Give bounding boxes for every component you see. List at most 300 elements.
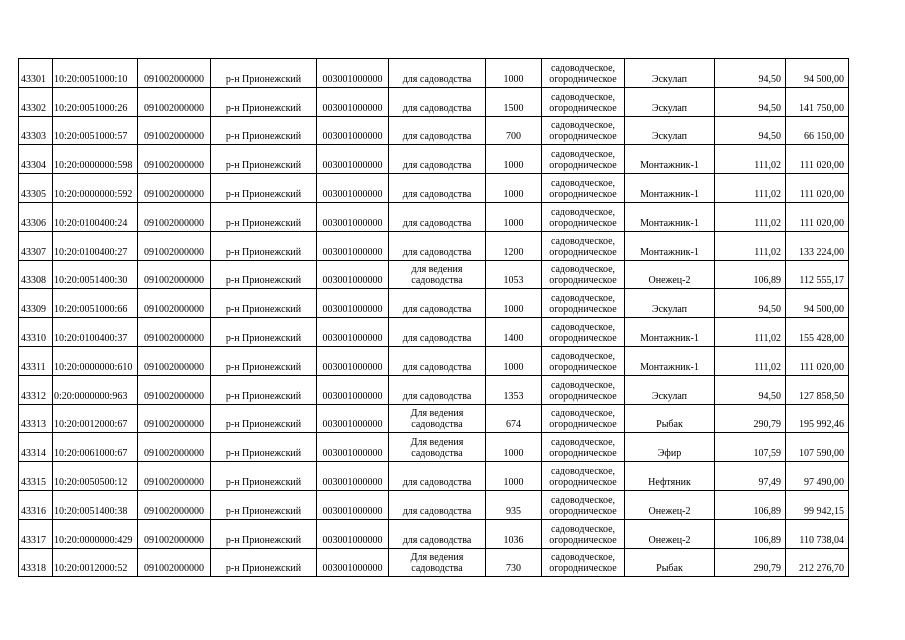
table-row	[19, 548, 849, 577]
cell-association	[625, 260, 715, 289]
cell-cadastral-number-text: 10:20:0000000:429	[54, 534, 133, 546]
cell-district-text: р-н Прионежский	[225, 476, 302, 488]
cell-purpose	[389, 404, 486, 433]
cell-code-secondary-text: 003001000000	[322, 304, 383, 316]
cell-purpose	[389, 462, 486, 491]
cell-cadastral-number	[53, 404, 138, 433]
cell-record-id-text: 43306	[21, 217, 46, 229]
cell-code-secondary-text: 003001000000	[322, 102, 383, 114]
cell-category-text: садоводческое, огородническое	[549, 91, 617, 114]
cell-cadastral-number	[53, 59, 138, 88]
cell-cadastral-number-text: 10:20:0051000:57	[54, 131, 128, 143]
cell-association	[625, 145, 715, 174]
cell-district	[211, 519, 317, 548]
cell-cadastral-number-text: 10:20:0050500:12	[54, 476, 128, 488]
cell-record-id	[19, 462, 53, 491]
cell-record-id	[19, 289, 53, 318]
cell-association	[625, 548, 715, 577]
cell-area-text: 1036	[503, 534, 524, 546]
cell-area	[486, 174, 542, 203]
table-row	[19, 519, 849, 548]
cell-association	[625, 404, 715, 433]
cell-record-id-text: 43305	[21, 188, 46, 200]
cell-association-text: Эскулап	[652, 102, 687, 114]
cell-code-text: 091002000000	[144, 73, 204, 85]
cell-district-text: р-н Прионежский	[225, 419, 302, 431]
cell-area	[486, 433, 542, 462]
cell-price-text: 111,02	[754, 188, 781, 200]
cell-record-id-text: 43312	[21, 390, 46, 402]
cell-purpose	[389, 289, 486, 318]
cell-area-text: 1353	[503, 390, 524, 402]
cell-code-secondary-text: 003001000000	[322, 390, 383, 402]
cell-association-text: Онежец-2	[648, 505, 691, 517]
cell-code-secondary	[317, 404, 389, 433]
cell-association	[625, 59, 715, 88]
cell-code-secondary-text: 003001000000	[322, 563, 383, 575]
cell-cadastral-number-text: 10:20:0061000:67	[54, 448, 128, 460]
cell-record-id	[19, 346, 53, 375]
cell-category	[542, 346, 625, 375]
cell-area-text: 935	[506, 505, 521, 517]
cell-category-text: садоводческое, огородническое	[549, 437, 617, 460]
cell-association-text: Монтажник-1	[640, 332, 699, 344]
cell-district-text: р-н Прионежский	[225, 332, 302, 344]
cell-association-text: Онежец-2	[648, 534, 691, 546]
cell-code-text: 091002000000	[144, 275, 204, 287]
cell-code-secondary-text: 003001000000	[322, 419, 383, 431]
cell-purpose-text: для садоводства	[402, 332, 472, 344]
cell-total-text: 110 738,04	[799, 534, 844, 546]
cell-cadastral-number-text: 10:20:0000000:598	[54, 160, 133, 172]
cell-association-text: Монтажник-1	[640, 361, 699, 373]
cell-cadastral-number-text: 0:20:0000000:963	[54, 390, 128, 402]
cell-price-text: 94,50	[758, 390, 781, 402]
cell-district	[211, 145, 317, 174]
cell-code	[138, 202, 211, 231]
cell-code	[138, 289, 211, 318]
cell-code	[138, 174, 211, 203]
cell-area-text: 730	[506, 563, 521, 575]
cell-association	[625, 87, 715, 116]
cell-category-text: садоводческое, огородническое	[549, 494, 617, 517]
cell-cadastral-number-text: 10:20:0012000:52	[54, 563, 128, 575]
cell-category-text: садоводческое, огородническое	[549, 177, 617, 200]
table-row	[19, 260, 849, 289]
cell-record-id	[19, 433, 53, 462]
cell-total	[786, 318, 849, 347]
cell-cadastral-number	[53, 490, 138, 519]
cell-code-text: 091002000000	[144, 419, 204, 431]
cell-code-text: 091002000000	[144, 188, 204, 200]
cell-association-text: Онежец-2	[648, 275, 691, 287]
cell-price	[715, 174, 786, 203]
cell-area-text: 700	[506, 131, 521, 143]
cell-code-text: 091002000000	[144, 217, 204, 229]
cell-area	[486, 490, 542, 519]
cell-code-secondary	[317, 145, 389, 174]
cell-total-text: 94 500,00	[804, 73, 844, 85]
cell-code	[138, 375, 211, 404]
table-row	[19, 462, 849, 491]
cell-code-secondary	[317, 174, 389, 203]
table-body	[19, 59, 849, 577]
cell-category	[542, 116, 625, 145]
cell-code	[138, 433, 211, 462]
cell-association	[625, 375, 715, 404]
cell-price	[715, 145, 786, 174]
cell-code-secondary	[317, 260, 389, 289]
cell-category-text: садоводческое, огородническое	[549, 206, 617, 229]
cell-purpose	[389, 490, 486, 519]
cell-category-text: садоводческое, огородническое	[549, 350, 617, 373]
cell-code-text: 091002000000	[144, 448, 204, 460]
cell-area	[486, 404, 542, 433]
cell-category	[542, 145, 625, 174]
table-row	[19, 433, 849, 462]
cell-area	[486, 145, 542, 174]
cell-code	[138, 404, 211, 433]
cell-total	[786, 404, 849, 433]
table-row	[19, 174, 849, 203]
cell-purpose-text: для садоводства	[402, 476, 472, 488]
cell-category-text: садоводческое, огородническое	[549, 235, 617, 258]
cell-area-text: 1000	[503, 73, 524, 85]
cell-association	[625, 289, 715, 318]
cell-purpose	[389, 202, 486, 231]
cell-code-secondary	[317, 346, 389, 375]
cell-purpose	[389, 346, 486, 375]
cell-code	[138, 231, 211, 260]
cell-code-secondary-text: 003001000000	[322, 505, 383, 517]
cell-code-secondary-text: 003001000000	[322, 188, 383, 200]
cell-code	[138, 87, 211, 116]
cell-total	[786, 87, 849, 116]
cell-cadastral-number	[53, 260, 138, 289]
cell-code-text: 091002000000	[144, 160, 204, 172]
cell-association-text: Монтажник-1	[640, 246, 699, 258]
cell-district-text: р-н Прионежский	[225, 160, 302, 172]
cell-area	[486, 59, 542, 88]
cell-total-text: 111 020,00	[799, 160, 844, 172]
cell-total	[786, 375, 849, 404]
cell-category	[542, 519, 625, 548]
table-row	[19, 87, 849, 116]
cell-total	[786, 462, 849, 491]
cell-price-text: 111,02	[754, 361, 781, 373]
cell-district-text: р-н Прионежский	[225, 275, 302, 287]
cell-record-id-text: 43313	[21, 419, 46, 431]
cell-district	[211, 404, 317, 433]
cell-purpose-text: для садоводства	[402, 102, 472, 114]
cell-district-text: р-н Прионежский	[225, 361, 302, 373]
cell-area	[486, 519, 542, 548]
cell-purpose-text: для садоводства	[402, 217, 472, 229]
cell-category	[542, 462, 625, 491]
cell-code-secondary	[317, 433, 389, 462]
cell-total-text: 155 428,00	[799, 332, 844, 344]
cell-association-text: Нефтяник	[648, 476, 691, 488]
cell-district-text: р-н Прионежский	[225, 505, 302, 517]
cell-association-text: Рыбак	[656, 419, 683, 431]
cell-price-text: 111,02	[754, 332, 781, 344]
cell-code-secondary	[317, 289, 389, 318]
cell-code-text: 091002000000	[144, 505, 204, 517]
cell-district	[211, 202, 317, 231]
cell-category-text: садоводческое, огородническое	[549, 149, 617, 172]
cell-code-secondary-text: 003001000000	[322, 361, 383, 373]
cell-area-text: 1400	[503, 332, 524, 344]
cell-cadastral-number	[53, 87, 138, 116]
cell-association	[625, 202, 715, 231]
cell-code-text: 091002000000	[144, 332, 204, 344]
cell-area-text: 1000	[503, 217, 524, 229]
cell-area-text: 1000	[503, 476, 524, 488]
cell-association	[625, 462, 715, 491]
cell-district	[211, 346, 317, 375]
cell-category	[542, 404, 625, 433]
cell-cadastral-number	[53, 433, 138, 462]
cell-record-id-text: 43308	[21, 275, 46, 287]
cell-district	[211, 548, 317, 577]
cell-total	[786, 202, 849, 231]
cell-total-text: 94 500,00	[804, 304, 844, 316]
cell-cadastral-number-text: 10:20:0051000:66	[54, 304, 128, 316]
cell-area	[486, 462, 542, 491]
cell-cadastral-number	[53, 519, 138, 548]
cell-district-text: р-н Прионежский	[225, 390, 302, 402]
cell-purpose	[389, 260, 486, 289]
cell-district-text: р-н Прионежский	[225, 217, 302, 229]
cell-price-text: 290,79	[753, 419, 781, 431]
cell-price	[715, 260, 786, 289]
cell-cadastral-number	[53, 548, 138, 577]
cell-purpose	[389, 174, 486, 203]
cell-code-secondary	[317, 116, 389, 145]
cell-record-id-text: 43314	[21, 448, 46, 460]
cell-association-text: Эскулап	[652, 390, 687, 402]
cell-area-text: 1000	[503, 361, 524, 373]
cell-total-text: 99 942,15	[804, 505, 844, 517]
cell-price	[715, 490, 786, 519]
cell-price	[715, 375, 786, 404]
cell-area-text: 1000	[503, 448, 524, 460]
cell-price	[715, 87, 786, 116]
cell-record-id	[19, 145, 53, 174]
cell-purpose	[389, 375, 486, 404]
cell-purpose-text: для садоводства	[402, 131, 472, 143]
cell-record-id	[19, 87, 53, 116]
table-row	[19, 346, 849, 375]
cell-price-text: 94,50	[758, 102, 781, 114]
cell-code-text: 091002000000	[144, 361, 204, 373]
cell-total-text: 111 020,00	[799, 188, 844, 200]
cell-code-secondary	[317, 318, 389, 347]
cell-record-id-text: 43304	[21, 160, 46, 172]
cell-purpose	[389, 145, 486, 174]
cell-association-text: Монтажник-1	[640, 217, 699, 229]
cell-price	[715, 346, 786, 375]
cell-association	[625, 346, 715, 375]
cell-area-text: 674	[506, 419, 521, 431]
cell-record-id	[19, 318, 53, 347]
cell-cadastral-number	[53, 375, 138, 404]
cell-category-text: садоводческое, огородническое	[549, 293, 617, 316]
table-row	[19, 375, 849, 404]
table-row	[19, 318, 849, 347]
cell-total-text: 107 590,00	[799, 448, 844, 460]
cell-association	[625, 490, 715, 519]
cell-price	[715, 202, 786, 231]
cell-total	[786, 346, 849, 375]
cell-purpose-text: Для ведения садоводства	[410, 552, 464, 575]
cell-district	[211, 174, 317, 203]
table-row	[19, 490, 849, 519]
cell-area	[486, 346, 542, 375]
cell-cadastral-number	[53, 318, 138, 347]
cell-category-text: садоводческое, огородническое	[549, 62, 617, 85]
cell-area	[486, 260, 542, 289]
cell-record-id-text: 43307	[21, 246, 46, 258]
cell-district	[211, 260, 317, 289]
cell-area	[486, 116, 542, 145]
cell-district	[211, 490, 317, 519]
table-row	[19, 289, 849, 318]
cell-purpose-text: для садоводства	[402, 361, 472, 373]
cell-total	[786, 116, 849, 145]
cell-area-text: 1200	[503, 246, 524, 258]
cell-total	[786, 174, 849, 203]
cell-record-id-text: 43310	[21, 332, 46, 344]
cell-code	[138, 462, 211, 491]
cell-area	[486, 231, 542, 260]
cell-code	[138, 145, 211, 174]
cell-price	[715, 548, 786, 577]
cell-total	[786, 490, 849, 519]
cell-cadastral-number-text: 10:20:0051400:38	[54, 505, 128, 517]
cell-record-id-text: 43311	[21, 361, 46, 373]
cell-cadastral-number-text: 10:20:0051000:26	[54, 102, 128, 114]
cell-category	[542, 548, 625, 577]
cell-district	[211, 318, 317, 347]
cell-price-text: 94,50	[758, 131, 781, 143]
cell-purpose-text: для садоводства	[402, 188, 472, 200]
cell-purpose	[389, 433, 486, 462]
cell-purpose	[389, 318, 486, 347]
cell-purpose-text: для садоводства	[402, 160, 472, 172]
cell-cadastral-number-text: 10:20:0100400:27	[54, 246, 128, 258]
cell-price	[715, 433, 786, 462]
cell-area-text: 1000	[503, 160, 524, 172]
cell-district-text: р-н Прионежский	[225, 534, 302, 546]
cell-association-text: Эскулап	[652, 131, 687, 143]
cell-cadastral-number	[53, 174, 138, 203]
cell-area	[486, 202, 542, 231]
cell-district	[211, 433, 317, 462]
cell-purpose-text: Для ведения садоводства	[410, 437, 464, 460]
cell-price	[715, 59, 786, 88]
cell-district-text: р-н Прионежский	[225, 304, 302, 316]
cell-record-id-text: 43318	[21, 563, 46, 575]
cell-price	[715, 462, 786, 491]
cell-cadastral-number	[53, 202, 138, 231]
cell-code-secondary	[317, 548, 389, 577]
cell-record-id	[19, 59, 53, 88]
cell-code-secondary	[317, 375, 389, 404]
cell-code-secondary-text: 003001000000	[322, 448, 383, 460]
cell-cadastral-number	[53, 289, 138, 318]
cell-association-text: Эскулап	[652, 73, 687, 85]
cell-area-text: 1000	[503, 188, 524, 200]
cell-association-text: Рыбак	[656, 563, 683, 575]
cell-cadastral-number	[53, 116, 138, 145]
cell-cadastral-number-text: 10:20:0000000:592	[54, 188, 133, 200]
cell-association	[625, 116, 715, 145]
cell-record-id-text: 43317	[21, 534, 46, 546]
cell-record-id-text: 43309	[21, 304, 46, 316]
cell-district	[211, 462, 317, 491]
cell-category	[542, 433, 625, 462]
cell-category	[542, 375, 625, 404]
cell-total	[786, 59, 849, 88]
cell-code	[138, 548, 211, 577]
cell-code-secondary	[317, 519, 389, 548]
cell-price	[715, 404, 786, 433]
cell-cadastral-number	[53, 231, 138, 260]
cell-code	[138, 116, 211, 145]
cell-total	[786, 548, 849, 577]
cell-purpose	[389, 519, 486, 548]
cell-record-id	[19, 260, 53, 289]
cell-price-text: 94,50	[758, 73, 781, 85]
cell-record-id	[19, 375, 53, 404]
cell-district-text: р-н Прионежский	[225, 246, 302, 258]
cell-price-text: 111,02	[754, 160, 781, 172]
cell-record-id	[19, 174, 53, 203]
cell-code-secondary	[317, 490, 389, 519]
cell-cadastral-number-text: 10:20:0100400:24	[54, 217, 128, 229]
cell-code-secondary	[317, 87, 389, 116]
cell-purpose-text: для ведения садоводства	[411, 264, 463, 287]
cell-total-text: 127 858,50	[799, 390, 844, 402]
cell-category-text: садоводческое, огородническое	[549, 408, 617, 431]
cell-code	[138, 59, 211, 88]
cell-code-secondary-text: 003001000000	[322, 534, 383, 546]
cell-total-text: 141 750,00	[799, 102, 844, 114]
cell-district-text: р-н Прионежский	[225, 563, 302, 575]
cell-purpose	[389, 548, 486, 577]
cell-code	[138, 490, 211, 519]
cell-code-secondary	[317, 231, 389, 260]
cell-code-text: 091002000000	[144, 563, 204, 575]
cell-category-text: садоводческое, огородническое	[549, 552, 617, 575]
land-plot-table	[18, 58, 849, 577]
cell-price-text: 106,89	[753, 534, 781, 546]
cell-association	[625, 174, 715, 203]
cell-total-text: 111 020,00	[799, 217, 844, 229]
cell-district-text: р-н Прионежский	[225, 73, 302, 85]
cell-purpose-text: для садоводства	[402, 390, 472, 402]
cell-price-text: 290,79	[753, 563, 781, 575]
cell-cadastral-number	[53, 346, 138, 375]
cell-area-text: 1053	[503, 275, 524, 287]
cell-code-text: 091002000000	[144, 304, 204, 316]
cell-category	[542, 260, 625, 289]
cell-record-id-text: 43315	[21, 476, 46, 488]
cell-cadastral-number-text: 10:20:0012000:67	[54, 419, 128, 431]
cell-area	[486, 87, 542, 116]
cell-code	[138, 260, 211, 289]
